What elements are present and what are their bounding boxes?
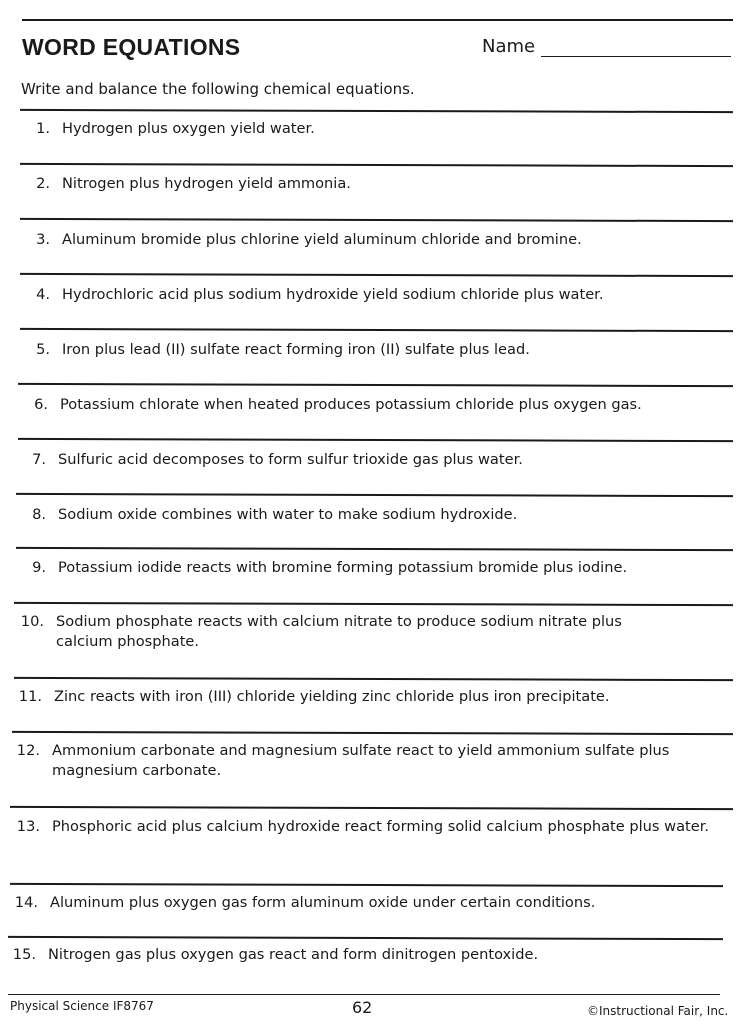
question-number: 4. bbox=[36, 286, 50, 303]
answer-line-3[interactable] bbox=[20, 218, 733, 222]
question-text: Nitrogen plus hydrogen yield ammonia. bbox=[62, 175, 351, 192]
question-text: Potassium iodide reacts with bromine forming potassium bromide plus iodine. bbox=[58, 559, 628, 576]
question-number: 3. bbox=[36, 231, 50, 248]
answer-line-11[interactable] bbox=[14, 677, 733, 681]
question-number: 1. bbox=[36, 120, 50, 137]
question-text: Sodium oxide combines with water to make sodium hydroxide. bbox=[58, 506, 518, 523]
question-text: Potassium chlorate when heated produces potassium chloride plus oxygen gas. bbox=[60, 396, 642, 413]
question-text: Sodium phosphate reacts with calcium nitrate to produce sodium nitrate plus calcium phosphate. bbox=[56, 613, 622, 650]
instructions: Write and balance the following chemical equations. bbox=[21, 80, 415, 98]
question-number: 9. bbox=[32, 559, 46, 576]
name-field-line[interactable] bbox=[541, 56, 731, 57]
question-number: 2. bbox=[36, 175, 50, 192]
answer-line-5[interactable] bbox=[20, 328, 733, 332]
answer-line-9[interactable] bbox=[16, 547, 733, 551]
question-number: 11. bbox=[18, 688, 42, 705]
question-text: Zinc reacts with iron (III) chloride yielding zinc chloride plus iron precipitate. bbox=[54, 688, 610, 705]
question-text: Aluminum plus oxygen gas form aluminum oxide under certain conditions. bbox=[50, 894, 596, 911]
question-text: Nitrogen gas plus oxygen gas react and form dinitrogen pentoxide. bbox=[48, 946, 539, 963]
answer-line-4[interactable] bbox=[20, 273, 733, 277]
top-rule bbox=[22, 19, 733, 21]
question-number: 12. bbox=[16, 742, 40, 759]
question-text: Hydrochloric acid plus sodium hydroxide yield sodium chloride plus water. bbox=[62, 286, 604, 303]
footer-rule bbox=[8, 994, 720, 995]
answer-line-10[interactable] bbox=[14, 602, 733, 606]
question-number: 7. bbox=[32, 451, 46, 468]
question-text: Ammonium carbonate and magnesium sulfate react to yield ammonium sulfate plus magnesium carbonate. bbox=[52, 742, 670, 779]
answer-line-6[interactable] bbox=[18, 383, 733, 387]
question-text: Aluminum bromide plus chlorine yield aluminum chloride and bromine. bbox=[62, 231, 582, 248]
answer-line-12[interactable] bbox=[12, 731, 733, 735]
footer-book-code: Physical Science IF8767 bbox=[10, 999, 154, 1013]
answer-line-1[interactable] bbox=[20, 109, 733, 113]
question-text: Hydrogen plus oxygen yield water. bbox=[62, 120, 315, 137]
page-number: 62 bbox=[352, 998, 373, 1017]
answer-line-8[interactable] bbox=[16, 493, 733, 497]
answer-line-13[interactable] bbox=[10, 806, 733, 810]
page-title: WORD EQUATIONS bbox=[22, 34, 241, 60]
question-number: 13. bbox=[16, 818, 40, 835]
answer-line-14[interactable] bbox=[10, 883, 723, 887]
footer-copyright: ©Instructional Fair, Inc. bbox=[587, 1004, 729, 1018]
answer-line-7[interactable] bbox=[18, 438, 733, 442]
question-number: 10. bbox=[20, 613, 44, 630]
question-number: 5. bbox=[36, 341, 50, 358]
question-text: Phosphoric acid plus calcium hydroxide react forming solid calcium phosphate plus water. bbox=[52, 818, 710, 835]
answer-line-2[interactable] bbox=[20, 163, 733, 167]
question-number: 14. bbox=[14, 894, 38, 911]
answer-line-15[interactable] bbox=[8, 936, 723, 940]
question-text: Sulfuric acid decomposes to form sulfur trioxide gas plus water. bbox=[58, 451, 523, 468]
question-number: 6. bbox=[34, 396, 48, 413]
question-number: 15. bbox=[12, 946, 36, 963]
question-number: 8. bbox=[32, 506, 46, 523]
name-label: Name bbox=[482, 36, 536, 57]
question-text: Iron plus lead (II) sulfate react forming iron (II) sulfate plus lead. bbox=[62, 341, 530, 358]
